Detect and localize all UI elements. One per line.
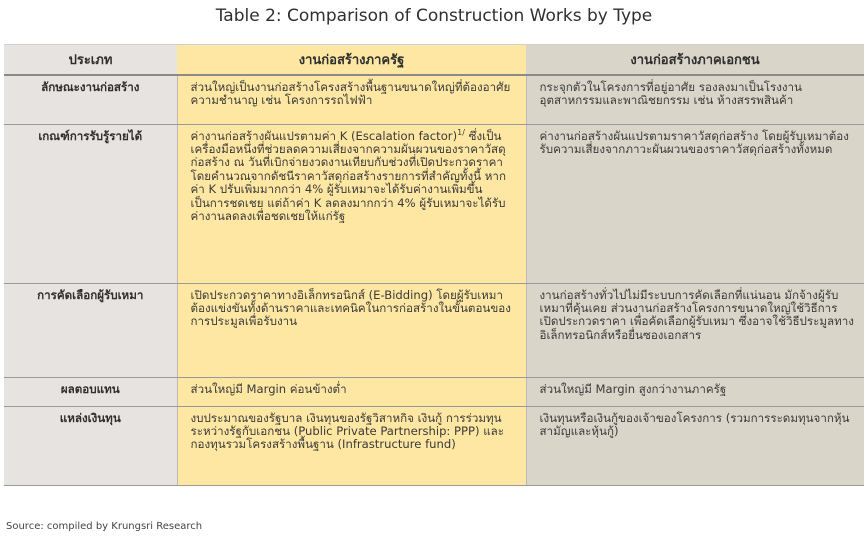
row-label: เกณฑ์การรับรู้รายได้ — [4, 124, 177, 283]
row-label: แหล่งเงินทุน — [4, 406, 177, 485]
table-row — [4, 75, 864, 124]
public-cell — [177, 124, 526, 283]
public-cell: ส่วนใหญ่มี Margin ค่อนข้างต่ำ — [177, 377, 526, 406]
row-label: ลักษณะงานก่อสร้าง — [4, 75, 177, 124]
row-label: ผลตอบแทน — [4, 377, 177, 406]
table-title: Table 2: Comparison of Construction Works by Type — [215, 6, 653, 26]
table-row — [4, 283, 864, 377]
public-cell: ส่วนใหญ่เป็นงานก่อสร้างโครงสร้างพื้นฐานขนาดใหญ่ที่ต้องอาศัยความชำนาญ เช่น โครงการรถไฟฟ้า — [177, 75, 526, 124]
header-private: งานก่อสร้างภาคเอกชน — [526, 45, 864, 76]
header-public: งานก่อสร้างภาครัฐ — [177, 45, 526, 76]
header-row — [4, 45, 864, 76]
table-row — [4, 124, 864, 283]
private-cell: งานก่อสร้างทั่วไปไม่มีระบบการคัดเลือกที่แน่นอน มักจ้างผู้รับเหมาที่คุ้นเคย ส่วนงานก่อสร้างโครงการขนาดใหญ่ใช้วิธีการเปิดประกวดราคา เพื่อคัดเลือกผู้รับเหมา ซึ่งอาจใช้วิธีประมูลทางอิเล็กทรอนิกส์หรือยื่นซองเอกสาร — [526, 283, 864, 377]
header-type: ประเภท — [4, 45, 177, 76]
table-row — [4, 406, 864, 485]
table-row — [4, 377, 864, 406]
row-label: การคัดเลือกผู้รับเหมา — [4, 283, 177, 377]
footnote-marker: 1/ — [457, 127, 465, 137]
private-cell: เงินทุนหรือเงินกู้ของเจ้าของโครงการ (รวมการระดมทุนจากหุ้นสามัญและหุ้นกู้) — [526, 406, 864, 485]
public-cell: งบประมาณของรัฐบาล เงินทุนของรัฐวิสาหกิจ เงินกู้ การร่วมทุนระหว่างรัฐกับเอกชน (Public Private Partnership: PPP) และกองทุนรวมโครงสร้างพื้นฐาน (Infrastructure fund) — [177, 406, 526, 485]
public-text-a: ค่างานก่อสร้างผันแปรตามค่า K (Escalation factor) — [190, 128, 458, 143]
private-cell: ส่วนใหญ่มี Margin สูงกว่างานภาครัฐ — [526, 377, 864, 406]
private-cell: กระจุกตัวในโครงการที่อยู่อาศัย รองลงมาเป็นโรงงานอุตสาหกรรมและพาณิชยกรรม เช่น ห้างสรรพสินค้า — [526, 75, 864, 124]
public-text-b: ซึ่งเป็นเครื่องมือหนึ่งที่ช่วยลดความเสี่ยงจากความผันผวนของราคาวัสดุก่อสร้าง ณ วันที่เบิกจ่ายงวดงานเทียบกับช่วงที่เปิดประกวดราคา โดยคำนวณจากดัชนีราคาวัสดุก่อสร้างรายการที่สำคัญทั้งนี้ หากค่า K ปรับเพิ่มมากกว่า 4% ผู้รับเหมาจะได้รับค่างานเพิ่มขึ้นเป็นการชดเชย แต่ถ้าค่า K ลดลงมากกว่า 4% ผู้รับเหมาจะได้รับค่างานลดลงเพื่อชดเชยให้แก่รัฐ — [190, 128, 506, 223]
private-cell: ค่างานก่อสร้างผันแปรตามราคาวัสดุก่อสร้าง โดยผู้รับเหมาต้องรับความเสี่ยงจากภาวะผันผวนของราคาวัสดุก่อสร้างทั้งหมด — [526, 124, 864, 283]
public-cell: เปิดประกวดราคาทางอิเล็กทรอนิกส์ (E-Bidding) โดยผู้รับเหมาต้องแข่งขันทั้งด้านราคาและเทคนิคในการก่อสร้างในขั้นตอนของการประมูลเพื่อรับงาน — [177, 283, 526, 377]
comparison-table — [4, 44, 864, 486]
source-note: Source: compiled by Krungsri Research — [6, 521, 203, 532]
